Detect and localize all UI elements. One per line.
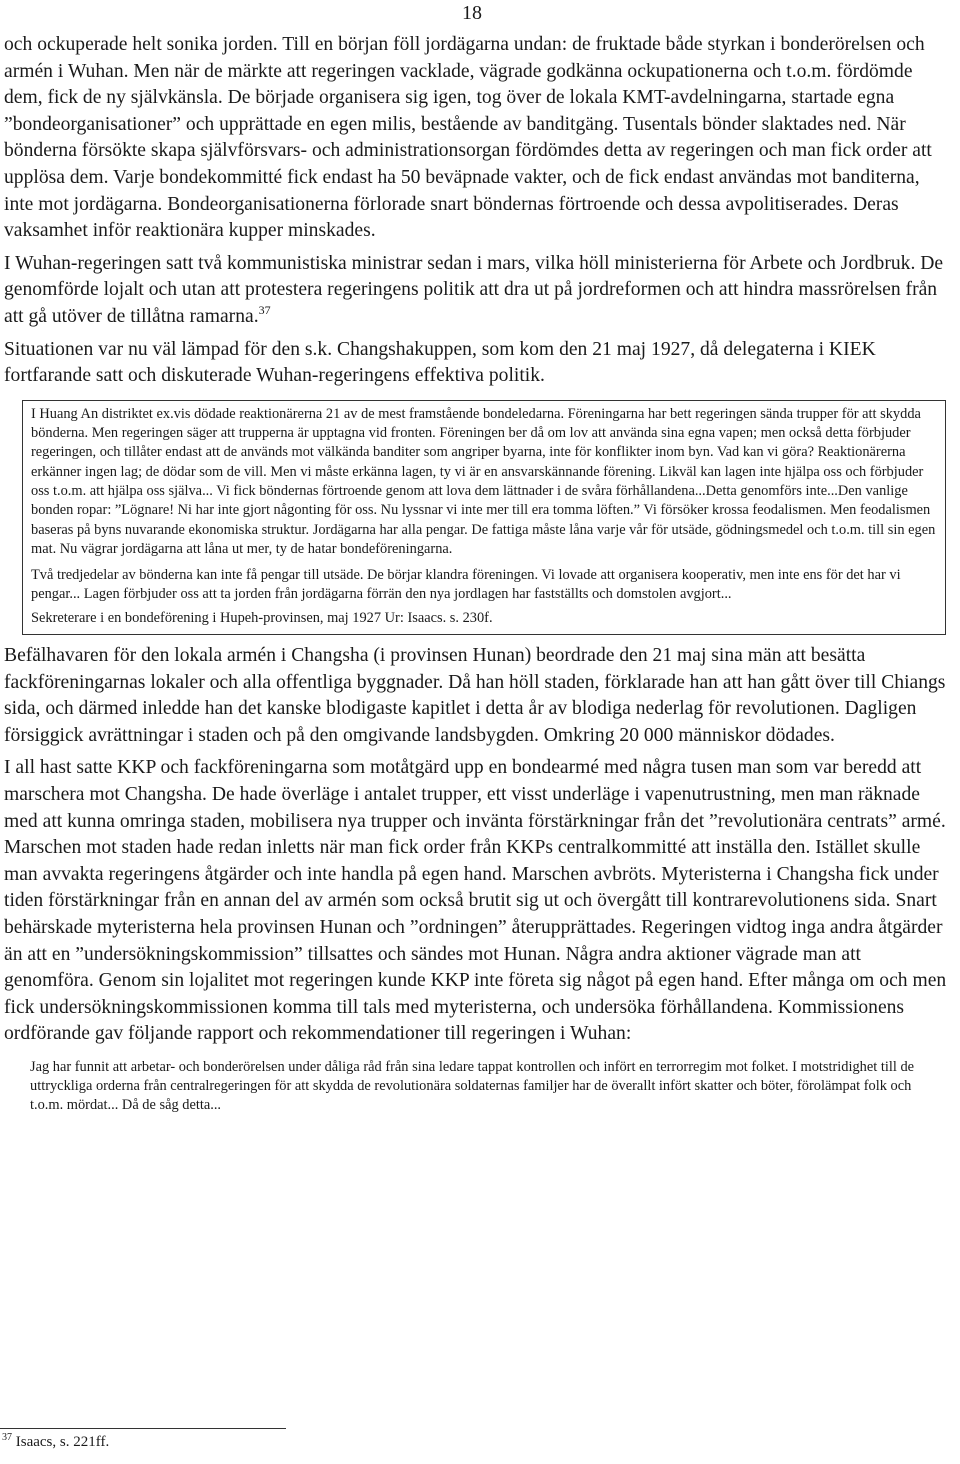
paragraph-changsha-commander: Befälhavaren för den lokala armén i Changsha (i provinsen Hunan) beordrade den 21 maj sina män att besätta fackföreningarnas lokaler och alla offentliga byggnader. Då han höll staden, förklarade han att han gått över till Chiangs sida, och därmed inledde han det kanske blodigaste kapitlet i detta år av blodiga nederlag för revolutionen. Dagligen försiggick avrättningar i staden och på den omgivande landsbygden. Omkring 20 000 människor dödades. [4,644,946,746]
block-quote-text: Jag har funnit att arbetar- och bonderörelsen under dåliga råd från sina ledare tappat kontrollen och infört en terrorregim mot folket. I motstridighet till de uttryckliga orderna från centralregeringen för att skydda de revolutionära soldaternas familjer har de överallt infört skatter och böter, förolämpat folk och t.o.m. mördat... Då de såg detta... [30,1058,915,1114]
page-number: 18 [462,2,482,24]
block-quote [30,1058,938,1116]
quote-paragraph: Två tredjedelar av bönderna kan inte få pengar till utsäde. De börjar klandra föreningen. Vi lovade att organisera kooperativ, men inte ens för det har vi pengar... Lagen förbjuder oss att ta jorden från jordägarna förrän den nya jordlagen har fastställts och domstolen avgjort... [31,567,901,603]
quote-box [22,400,946,635]
page-content [4,32,950,1116]
footnote-reference[interactable]: 37 [258,302,271,317]
paragraph-communist-ministers [4,251,950,331]
paragraph-changsha-coup: Situationen var nu väl lämpad för den s.k. Changshakuppen, som kom den 21 maj 1927, då delegaterna i KIEK fortfarande satt och diskuterade Wuhan-regeringens effektiva politik. [4,338,876,387]
quote-source: Sekreterare i en bondeförening i Hupeh-provinsen, maj 1927 Ur: Isaacs. s. 230f. [31,609,493,626]
footnote [2,1434,109,1451]
quote-paragraph: I Huang An distriktet ex.vis dödade reaktionärerna 21 av de mest framstående bondeledarna. Föreningarna har bett regeringen sända trupper för att skydda bönderna. Men regeringen säger att trupperna är upptagna vid fronten. Föreningen ber då om lov att använda sina egna vapen; men också detta förbjuder regeringen, och tillåter endast att de används mot välkända banditer som angriper byarna, inte för konflikter inom byn. Vad kan vi göra? Reaktionärerna erkänner ingen lag; de dödar som de vill. Men vi måste erkänna lagen, ty vi är en ansvarskännande förening. Likväl kan lagen inte hjälpa oss och förbjuder oss t.o.m. att hjälpa oss själva... Vi fick böndernas förtroende genom att lova dem lättnader i de svåra förhållandena...Detta genomförs inte...Den vanlige bonden ropar: ”Lögnare! Ni har inte gjort någonting för oss. Nu lyssnar vi inte mer till era tomma löften.” Vi försöker krossa feodalismen. Men feodalismen baseras på byns nuvarande ekonomiska struktur. Jordägarna har alla pengar. De fattiga måste låna varje vår för utsäde, gödningsmedel och t.o.m. till sin egen mat. Nu vägrar jordägarna att låna ut mer, ty de hatar bondeföreningarna. [31,405,936,557]
paragraph-text: I Wuhan-regeringen satt två kommunistiska ministrar sedan i mars, vilka höll ministerierna för Arbete och Jordbruk. De genomförde lojalt och utan att protestera regeringens politik att dra ut på jordreformen och att hindra massrörelsen från att gå utöver de tillåtna ramarna. [4,252,944,327]
paragraph-peasant-army: I all hast satte KKP och fackföreningarna som motåtgärd upp en bondearmé med några tusen man som var beredd att marschera mot Changsha. De hade överläge i antalet trupper, ett visst underläge i vapenutrustning, men man räknade med att kunna omringa staden, mobilisera nya trupper och invänta förstärkningar från det ”revolutionära centrats” armé. Marschen mot staden hade redan inletts när man fick order från KKPs centralkommitté att inställa den. Istället skulle man avvakta regeringens åtgärder och inte handla på egen hand. Marschen avbröts. Myteristerna i Changsha fick under tiden förstärkningar från en annan del av armén som också brutit sig ut och övergått till kontrarevolutionens sida. Snart behärskade myteristerna hela provinsen Hunan och ”ordningen” återupprättades. Regeringen vidtog inga andra åtgärder än att en ”undersökningskommission” tillsattes och sändes mot Hunan. Några andra aktioner vägrade man att genomföra. Genom sin lojalitet mot regeringen kunde KKP inte företa sig något på egen hand. Efter många om och men fick undersökningskommissionen komma till tals med myteristerna, och undersöka förhållandena. Kommissionens ordförande gav följande rapport och rekommendationer till regeringen i Wuhan: [4,757,947,1045]
footnote-divider [0,1428,286,1429]
paragraph-land-occupation: och ockuperade helt sonika jorden. Till en början föll jordägarna undan: de fruktade både styrkan i bonderörelsen och armén i Wuhan. Men när de märkte att regeringen vacklade, vägrade godkänna ockupationerna och t.o.m. fördömde dem, fick de ny självkänsla. De började organisera sig igen, tog över de lokala KMT-avdelningarna, startade egna ”bondeorganisationer” och upprättade en egen milis, bestående av banditgäng. Tusentals bönder slaktades ned. När bönderna försökte skapa självförsvars- och administrationsorgan fördömdes detta av regeringen och man fick order att upplösa dem. Varje bondekommitté fick endast ha 50 beväpnade vakter, och de fick endast användas mot banditerna, inte mot jordägarna. Bondeorganisationerna förlorade snart böndernas förtroende och dessa avpolitiserades. Deras vaksamhet inför reaktionära kupper minskades. [4,34,932,242]
footnote-number: 37 [2,1432,12,1443]
footnote-text: Isaacs, s. 221ff. [15,1434,110,1450]
